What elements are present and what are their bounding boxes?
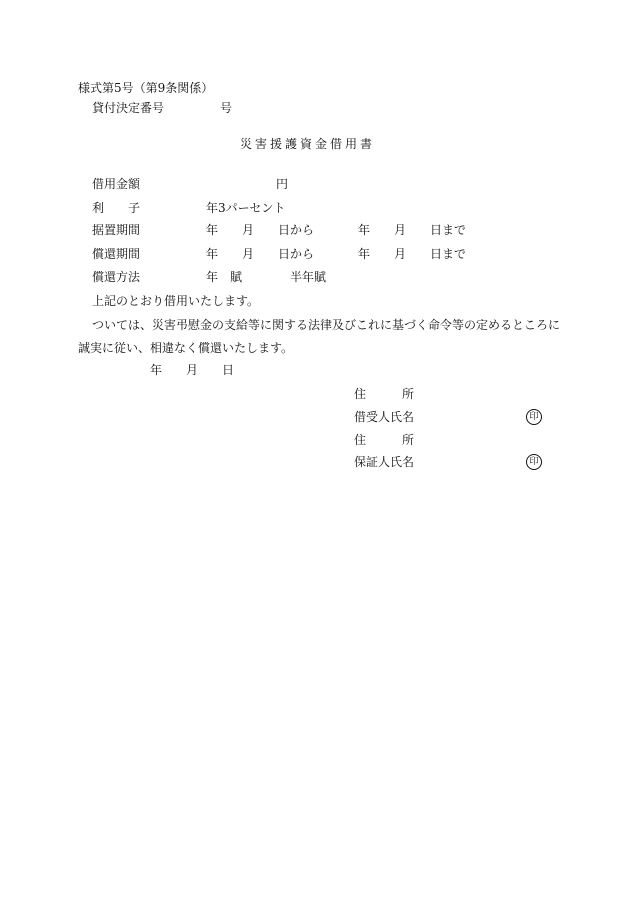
loan-decision-label: 貸付決定番号 (92, 101, 165, 115)
repay-from-year: 年 (206, 247, 219, 261)
borrower-name-label: 借受人氏名 (354, 410, 415, 424)
repay-from-day: 日から (278, 247, 315, 261)
grace-to-month: 月 (394, 223, 407, 237)
repay-to-month: 月 (394, 247, 407, 261)
guarantor-address-label: 住 所 (354, 433, 415, 447)
body-line-1: 上記のとおり借用いたします。 (92, 294, 260, 308)
repay-method-semiannual: 半年賦 (290, 270, 327, 284)
form-number: 様式第5号（第9条関係） (78, 81, 214, 95)
amount-label: 借用金額 (92, 177, 141, 191)
amount-unit: 円 (276, 177, 289, 191)
borrower-seal-icon: 印 (526, 409, 542, 425)
grace-from-day: 日から (278, 223, 315, 237)
grace-period-label: 据置期間 (92, 223, 141, 237)
grace-to-day: 日まで (430, 223, 467, 237)
repay-period-label: 償還期間 (92, 247, 141, 261)
guarantor-seal-icon: 印 (526, 454, 542, 470)
repay-method-annual: 年 賦 (206, 270, 243, 284)
date-day: 日 (222, 363, 235, 377)
body-line-2: ついては、災害弔慰金の支給等に関する法律及びこれに基づく命令等の定めるところに (92, 318, 561, 332)
date-month: 月 (186, 363, 199, 377)
interest-label: 利 子 (92, 201, 141, 215)
date-year: 年 (150, 363, 163, 377)
grace-from-month: 月 (242, 223, 255, 237)
repay-from-month: 月 (242, 247, 255, 261)
interest-value: 年3パーセント (206, 201, 286, 215)
body-line-3: 誠実に従い、相違なく償還いたします。 (78, 341, 294, 355)
document-title: 災害援護資金借用書 (240, 137, 376, 151)
grace-from-year: 年 (206, 223, 219, 237)
loan-decision-suffix: 号 (220, 101, 233, 115)
grace-to-year: 年 (358, 223, 371, 237)
repay-method-label: 償還方法 (92, 270, 141, 284)
borrower-address-label: 住 所 (354, 387, 415, 401)
guarantor-name-label: 保証人氏名 (354, 455, 415, 469)
repay-to-year: 年 (358, 247, 371, 261)
repay-to-day: 日まで (430, 247, 467, 261)
